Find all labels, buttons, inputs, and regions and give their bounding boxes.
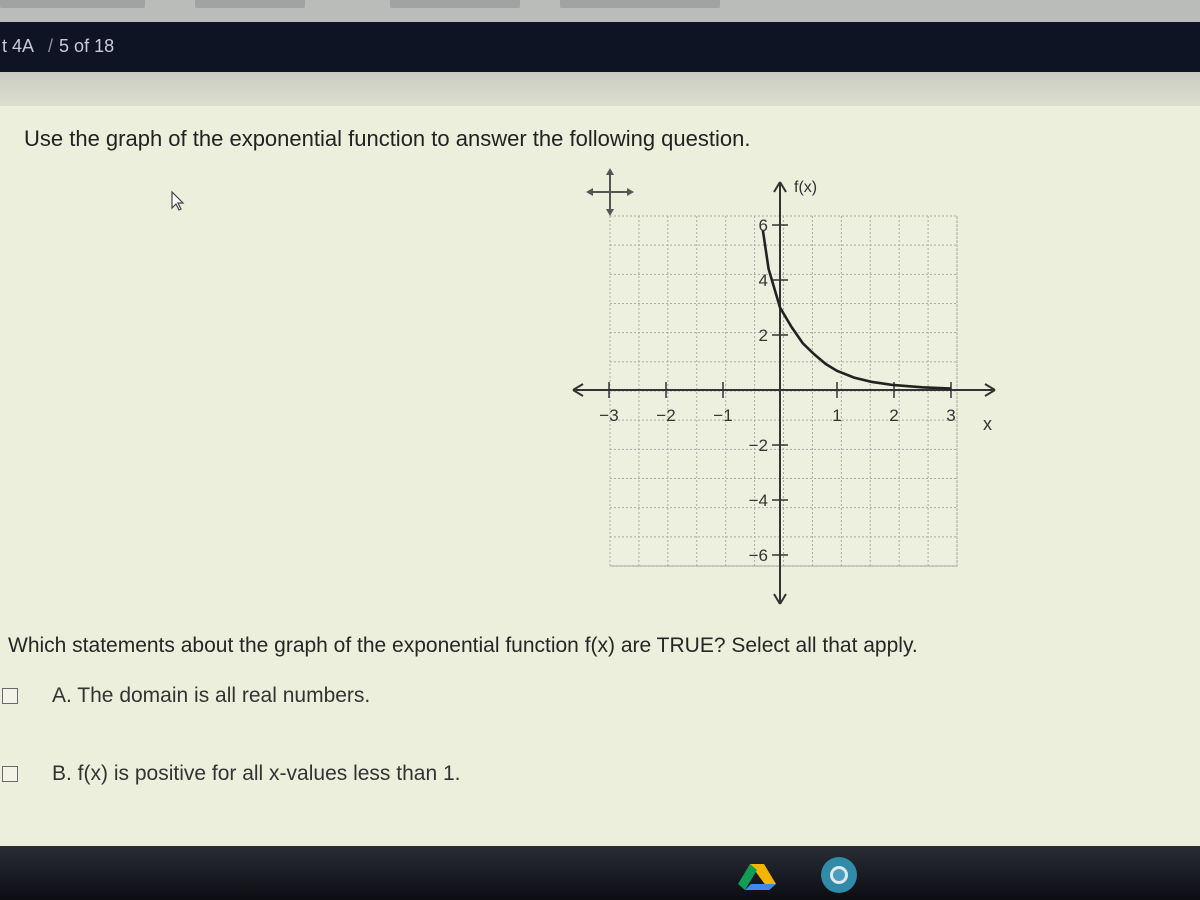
y-tick-label: 2 [758, 326, 768, 345]
breadcrumb-separator: / [48, 36, 54, 56]
pointer-cursor-icon [170, 190, 186, 212]
y-tick-label: 6 [758, 216, 768, 235]
y-tick-label: −4 [748, 491, 768, 510]
taskbar [0, 846, 1200, 900]
x-tick-label: −3 [599, 406, 619, 425]
x-tick-label: 1 [832, 406, 842, 425]
unit-label[interactable]: t 4A [2, 36, 35, 56]
y-tick-label: 4 [758, 271, 768, 290]
x-tick-label: 3 [946, 406, 956, 425]
x-tick-label: −1 [713, 406, 733, 425]
toolbar-band [0, 72, 1200, 106]
x-axis-label: x [983, 414, 992, 434]
option-a[interactable] [0, 684, 370, 708]
browser-tab[interactable] [560, 0, 720, 8]
assignment-header [0, 22, 1200, 72]
breadcrumb [2, 36, 114, 57]
option-b-label[interactable]: B. f(x) is positive for all x-values less than 1. [52, 762, 461, 785]
drive-icon[interactable] [738, 864, 776, 890]
browser-tab[interactable] [390, 0, 520, 8]
x-tick-label: −2 [656, 406, 676, 425]
top-strip [0, 0, 1200, 22]
browser-tab[interactable] [195, 0, 305, 8]
option-a-label[interactable]: A. The domain is all real numbers. [52, 684, 371, 707]
option-b-checkbox[interactable] [2, 766, 18, 782]
question-progress: 5 of 18 [59, 36, 115, 56]
chrome-icon[interactable] [820, 856, 858, 894]
y-tick-label: −6 [748, 546, 768, 565]
y-tick-label: −2 [748, 436, 768, 455]
question-text: Which statements about the graph of the exponential function f(x) are TRUE? Select all that apply. [8, 634, 918, 657]
instruction-text: Use the graph of the exponential function to answer the following question. [24, 126, 751, 151]
option-a-checkbox[interactable] [2, 688, 18, 704]
exponential-function-graph [565, 168, 1015, 608]
y-axis-label: f(x) [794, 179, 818, 196]
browser-tab[interactable] [0, 0, 145, 8]
option-b[interactable] [0, 762, 461, 786]
move-graph-icon[interactable] [586, 168, 634, 216]
x-tick-label: 2 [889, 406, 899, 425]
